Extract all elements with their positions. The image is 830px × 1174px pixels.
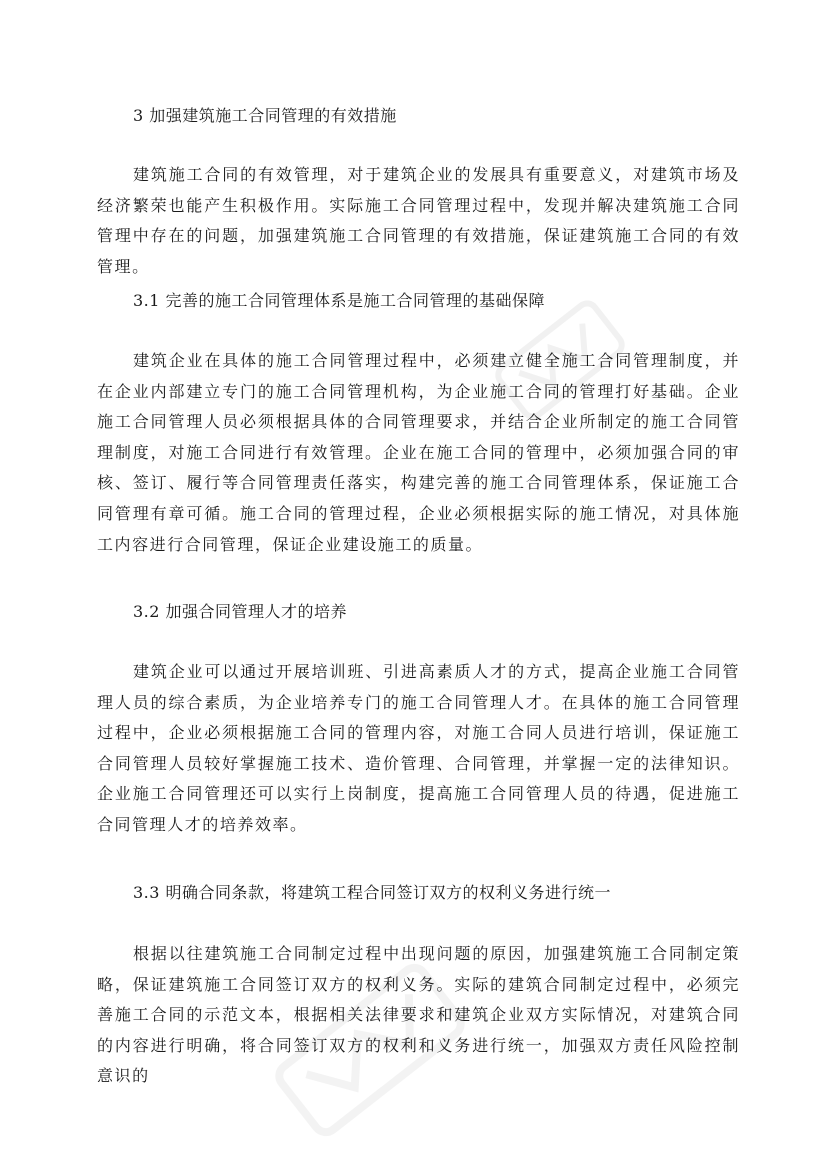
paragraph-3-1: 建筑企业在具体的施工合同管理过程中，必须建立健全施工合同管理制度，并在企业内部建立专门的施工合同管理机构，为企业施工合同的管理打好基础。企业施工合同管理人员必须根据具体的合同管理要求，并结合企业所制定的施工合同管理制度，对施工合同进行有效管理。企业在施工合同的管理中，必须加强合同的审核、签订、履行等合同管理责任落实，构建完善的施工合同管理体系，保证施工合同管理有章可循。施工合同的管理过程，企业必须根据实际的施工情况，对具体施工内容进行合同管理，保证企业建设施工的质量。 xyxy=(97,351,740,554)
paragraph-intro: 建筑施工合同的有效管理，对于建筑企业的发展具有重要意义，对建筑市场及经济繁荣也能产生积极作用。实际施工合同管理过程中，发现并解决建筑施工合同管理中存在的问题，加强建筑施工合同管理的有效措施，保证建筑施工合同的有效管理。 xyxy=(97,165,740,276)
section-heading-3-3: 3.3 明确合同条款，将建筑工程合同签订双方的权利义务进行统一 xyxy=(133,883,612,902)
paragraph-3-3: 根据以往建筑施工合同制定过程中出现问题的原因，加强建筑施工合同制定策略，保证建筑施工合同签订双方的权利义务。实际的建筑合同制定过程中，必须完善施工合同的示范文本，根据相关法律要求和建筑企业双方实际情况，对建筑合同的内容进行明确，将合同签订双方的权利和义务进行统一，加强双方责任风险控制意识的 xyxy=(97,944,740,1086)
section-heading-3: 3 加强建筑施工合同管理的有效措施 xyxy=(133,106,397,125)
section-heading-3-2: 3.2 加强合同管理人才的培养 xyxy=(133,602,348,621)
paragraph-3-2: 建筑企业可以通过开展培训班、引进高素质人才的方式，提高企业施工合同管理人员的综合素质，为企业培养专门的施工合同管理人才。在具体的施工合同管理过程中，企业必须根据施工合同的管理内容，对施工合同人员进行培训，保证施工合同管理人员较好掌握施工技术、造价管理、合同管理，并掌握一定的法律知识。企业施工合同管理还可以实行上岗制度，提高施工合同管理人员的待遇，促进施工合同管理人才的培养效率。 xyxy=(97,662,740,834)
section-heading-3-1: 3.1 完善的施工合同管理体系是施工合同管理的基础保障 xyxy=(133,291,546,310)
